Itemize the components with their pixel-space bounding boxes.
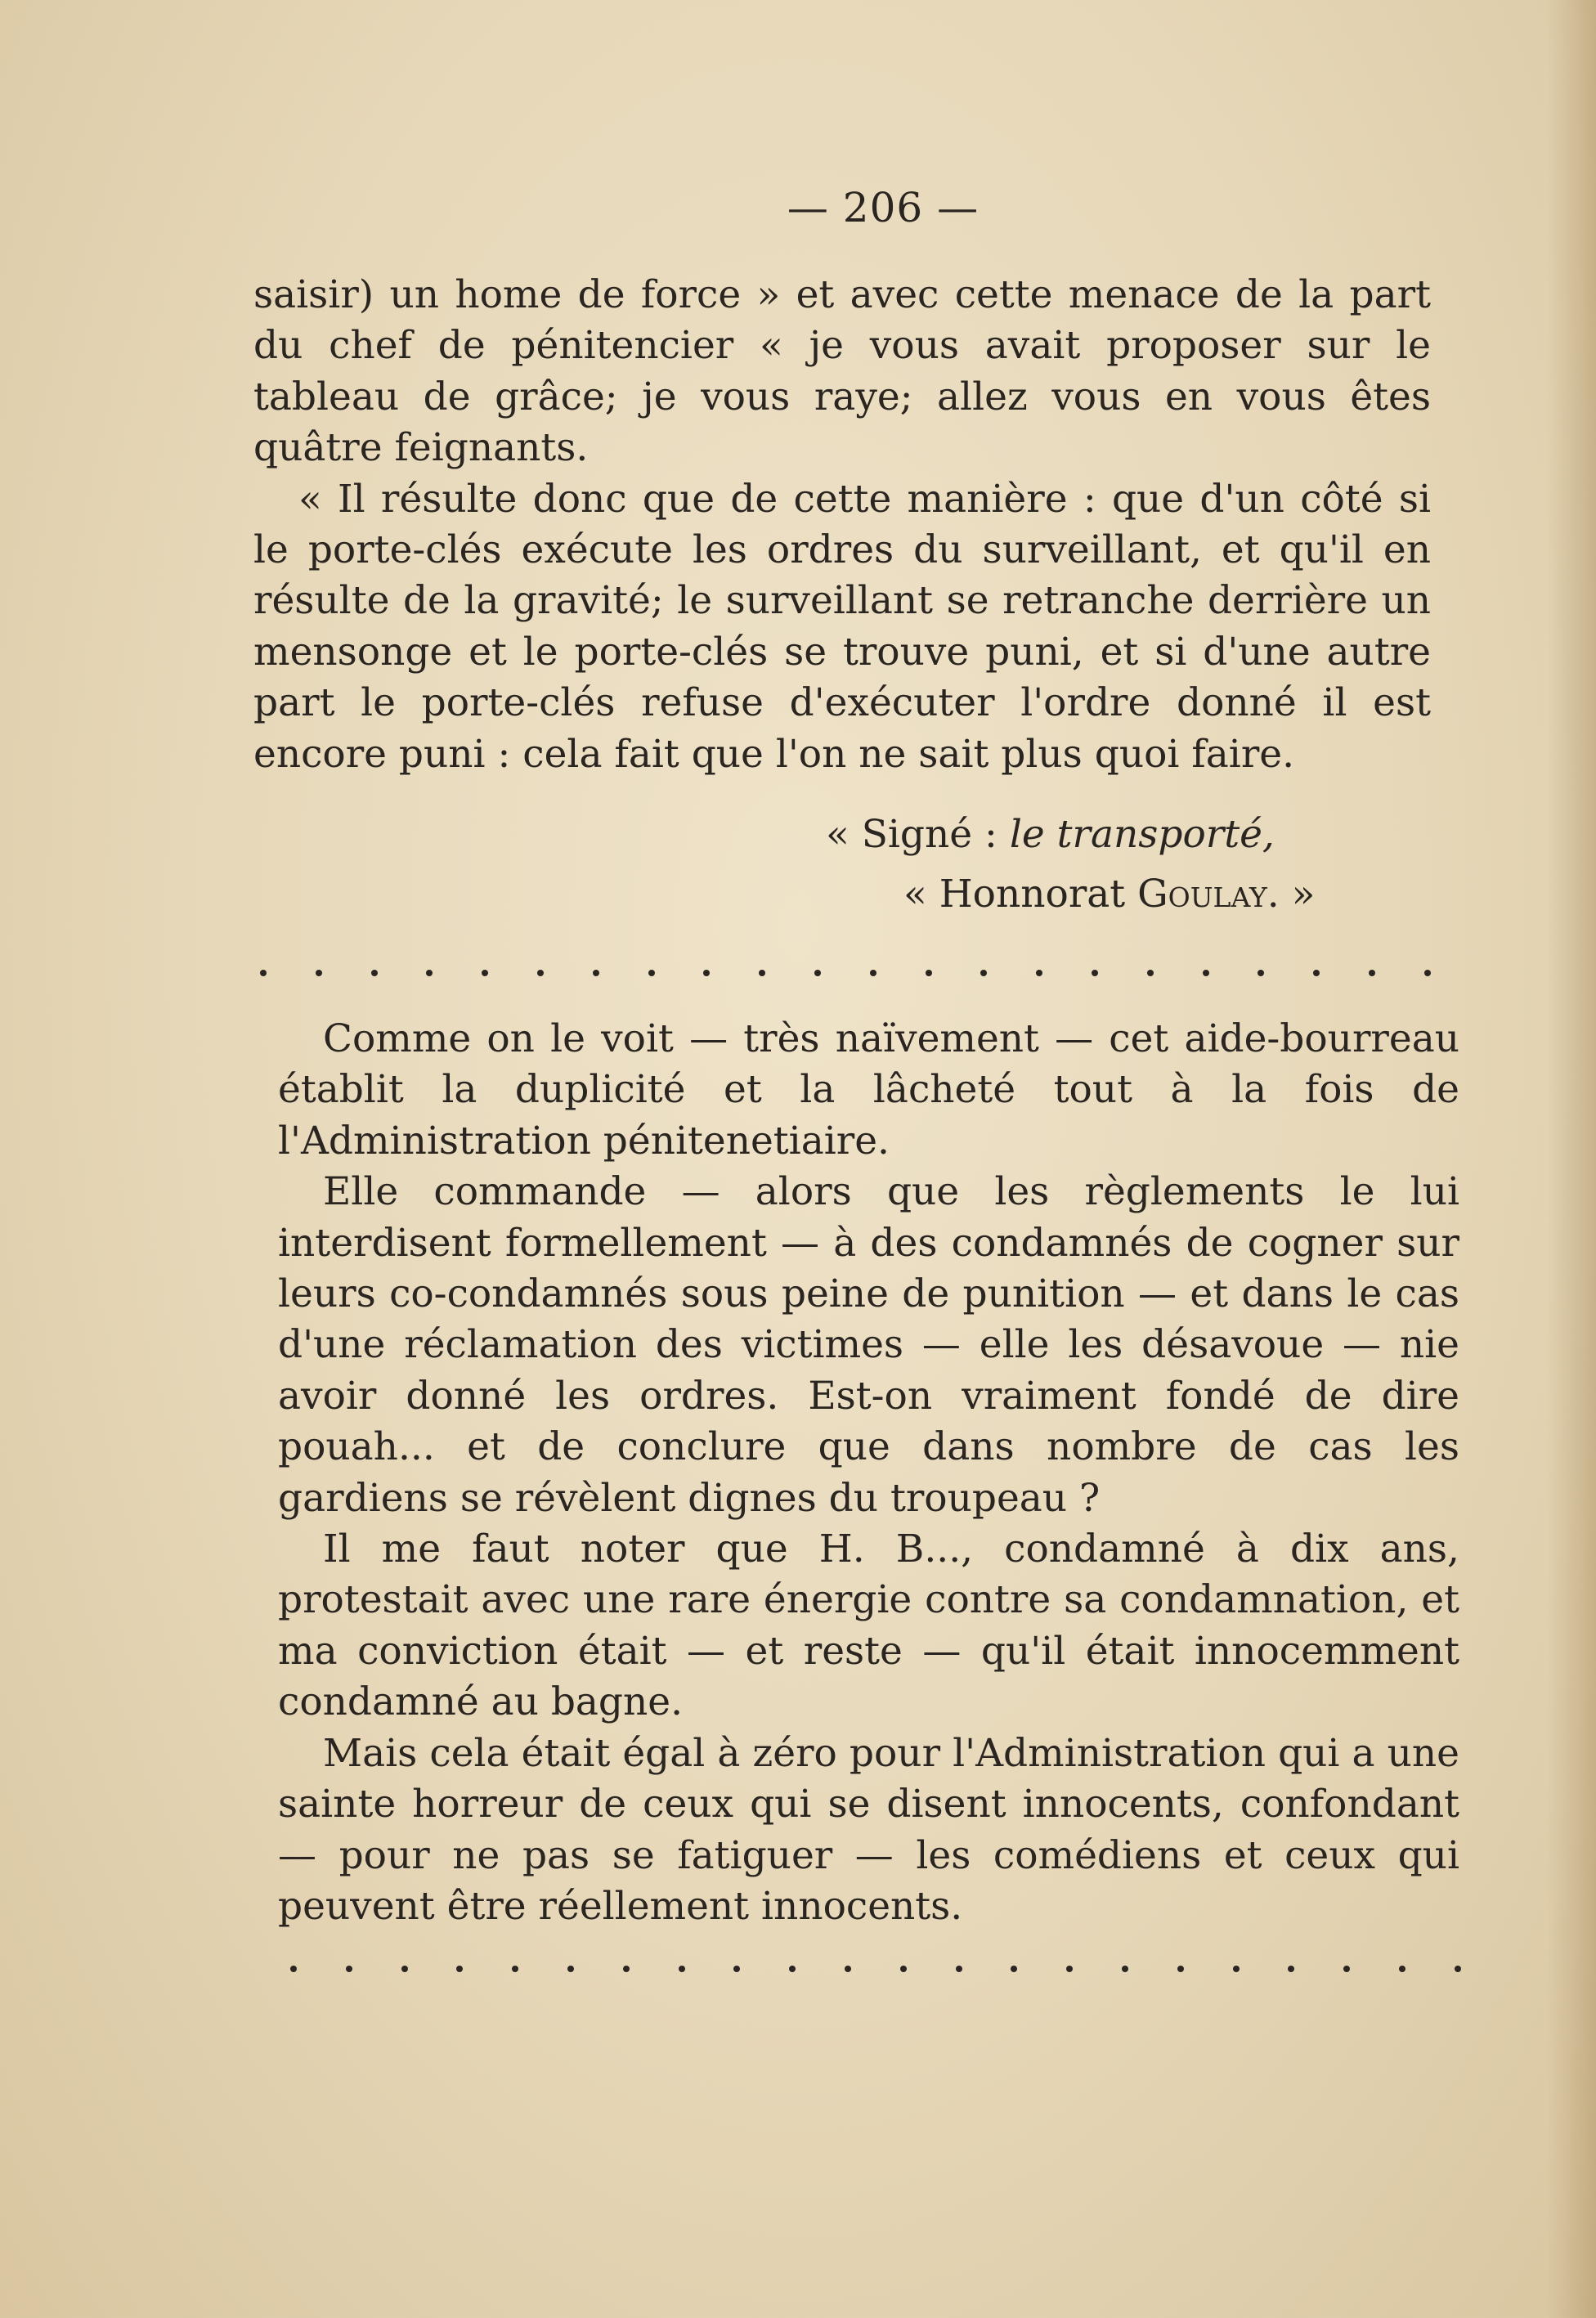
paragraph: Mais cela était égal à zéro pour l'Administration qui a une sainte horreur de ceux qui se disent innocents, confondant — pour ne pas se fatiguer — les comédiens et ceux qui peuvent être réellement innocents.	[278, 1730, 1459, 1929]
signature-surname: Goulay	[1137, 872, 1267, 917]
signature-prefix: « Signé :	[826, 812, 1010, 857]
paragraph: « Il résulte donc que de cette manière : que d'un côté si le porte-clés exécute les ordres du surveillant, et qu'il en résulte de la gravité; le surveillant se retranche derrière un mensonge et le porte-clés se trouve puni, et si d'une autre part le porte-clés refuse d'exécuter l'ordre donné il est encore puni : cela fait que l'on ne sait plus quoi faire.	[253, 476, 1431, 777]
paragraph: Il me faut noter que H. B..., condamné à dix ans, protestait avec une rare énergie contre sa condamnation, et ma conviction était — et reste — qu'il était innocemment condamné au bagne.	[278, 1527, 1459, 1725]
signature-role: le transporté,	[1009, 812, 1275, 857]
page-edge-shadow	[1547, 0, 1596, 2318]
signature-line-2	[903, 869, 1315, 920]
page-number: — 206 —	[787, 184, 980, 231]
dotted-separator	[290, 1966, 1461, 1972]
signature-firstname: « Honnorat	[903, 872, 1138, 917]
text-block-commentary	[278, 1014, 1459, 1932]
paragraph: Elle commande — alors que les règlements le lui interdisent formellement — à des condamnés de cogner sur leurs co-condamnés sous peine de punition — et dans le cas d'une réclamation des victimes — elle les désavoue — nie avoir donné les ordres. Est-on vraiment fondé de dire pouah... et de conclure que dans nombre de cas les gardiens se révèlent dignes du troupeau ?	[278, 1169, 1459, 1521]
dotted-separator	[260, 970, 1431, 976]
text-block-letter	[253, 270, 1431, 780]
paragraph: saisir) un home de force » et avec cette menace de la part du chef de pénitencier « je vous avait proposer sur le tableau de grâce; je vous raye; allez vous en vous êtes quâtre feignants.	[253, 272, 1431, 471]
signature-line-1	[826, 809, 1275, 860]
signature-suffix: . »	[1266, 872, 1316, 917]
paragraph: Comme on le voit — très naïvement — cet aide-bourreau établit la duplicité et la lâcheté tout à la fois de l'Administration pénitenetiaire.	[278, 1016, 1459, 1163]
